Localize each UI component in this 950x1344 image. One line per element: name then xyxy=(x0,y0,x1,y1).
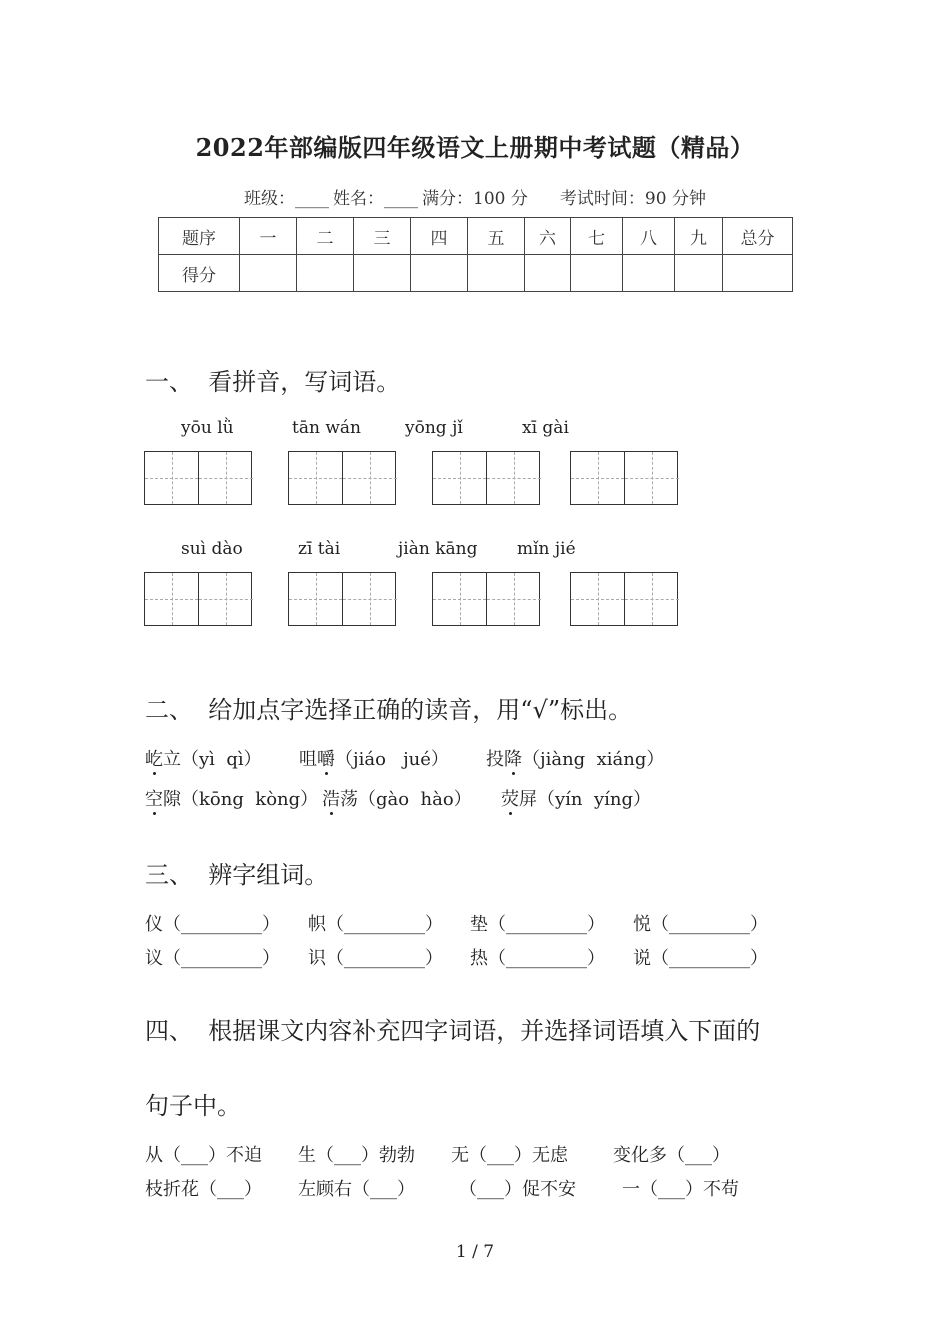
writing-grid[interactable] xyxy=(432,451,540,505)
section-4-heading-cont: 句子中。 xyxy=(145,1092,241,1120)
writing-grid[interactable] xyxy=(432,572,540,626)
table-cell: 六 xyxy=(525,218,571,255)
reading-item[interactable] xyxy=(145,745,262,771)
table-cell: 八 xyxy=(623,218,675,255)
exam-time: 考试时间：90 分钟 xyxy=(559,189,706,209)
pinyin-label: tān wán xyxy=(292,418,361,438)
table-cell: 总分 xyxy=(723,218,793,255)
reading-options: （jiàng xiáng） xyxy=(522,749,665,770)
reading-item[interactable] xyxy=(501,785,651,811)
word-blank[interactable]: 帜（_________） xyxy=(308,914,443,935)
exam-info xyxy=(0,184,950,209)
idiom-blank[interactable]: 左顾右（___） xyxy=(298,1179,415,1200)
score-input-cell[interactable] xyxy=(468,255,525,292)
reading-options: 屏（yín yíng） xyxy=(519,789,652,810)
pinyin-label: yōng jǐ xyxy=(405,418,463,438)
idiom-blank[interactable]: 变化多（___） xyxy=(613,1145,730,1166)
idiom-blank[interactable]: （___）促不安 xyxy=(459,1179,576,1200)
score-input-cell[interactable] xyxy=(623,255,675,292)
plain-char: 咀 xyxy=(299,749,317,770)
table-cell: 七 xyxy=(571,218,623,255)
writing-grid[interactable] xyxy=(288,572,396,626)
class-field: 班级：____ xyxy=(244,189,330,209)
reading-options: 荡（gào hào） xyxy=(340,789,472,810)
table-cell: 二 xyxy=(297,218,354,255)
score-table-header-row xyxy=(159,218,793,255)
score-input-cell[interactable] xyxy=(354,255,411,292)
section-2-heading: 二、 给加点字选择正确的读音，用“√”标出。 xyxy=(145,696,633,724)
writing-grid[interactable] xyxy=(570,572,678,626)
pinyin-label: yōu lǜ xyxy=(181,418,234,438)
table-cell: 九 xyxy=(675,218,723,255)
page-title: 2022年部编版四年级语文上册期中考试题（精品） xyxy=(195,133,755,162)
idiom-blank[interactable]: 从（___）不迫 xyxy=(145,1145,262,1166)
word-blank[interactable]: 识（_________） xyxy=(308,948,443,969)
table-cell: 五 xyxy=(468,218,525,255)
dotted-char: 空 xyxy=(145,789,163,810)
table-cell: 题序 xyxy=(159,218,240,255)
score-input-cell[interactable] xyxy=(571,255,623,292)
reading-item[interactable] xyxy=(145,785,318,811)
dotted-char: 嚼 xyxy=(317,749,335,770)
writing-grid[interactable] xyxy=(288,451,396,505)
idiom-blank[interactable]: 生（___）勃勃 xyxy=(298,1145,415,1166)
word-blank[interactable]: 议（_________） xyxy=(145,948,280,969)
word-blank[interactable]: 仪（_________） xyxy=(145,914,280,935)
reading-item[interactable] xyxy=(322,785,472,811)
section-3-heading: 三、 辨字组词。 xyxy=(145,861,329,889)
score-table-score-row xyxy=(159,255,793,292)
reading-item[interactable] xyxy=(299,745,449,771)
dotted-char: 降 xyxy=(504,749,522,770)
reading-options: 隙（kōng kòng） xyxy=(163,789,319,810)
pinyin-label: suì dào xyxy=(181,539,243,559)
pinyin-label: zī tài xyxy=(298,539,341,559)
writing-grid[interactable] xyxy=(570,451,678,505)
full-score: 满分：100 分 xyxy=(422,189,528,209)
score-input-cell[interactable] xyxy=(297,255,354,292)
section-4-heading: 四、 根据课文内容补充四字词语，并选择词语填入下面的 xyxy=(145,1017,761,1045)
dotted-char: 浩 xyxy=(322,789,340,810)
idiom-blank[interactable]: 一（___）不苟 xyxy=(622,1179,739,1200)
score-input-cell[interactable] xyxy=(240,255,297,292)
word-blank[interactable]: 悦（_________） xyxy=(633,914,768,935)
dotted-char: 荧 xyxy=(501,789,519,810)
pinyin-label: mǐn jié xyxy=(517,539,576,559)
page-number: 1 / 7 xyxy=(455,1242,495,1262)
writing-grid[interactable] xyxy=(144,451,252,505)
name-field: 姓名：____ xyxy=(333,189,419,209)
score-table xyxy=(158,217,793,292)
reading-options: （jiáo jué） xyxy=(335,749,449,770)
table-cell: 四 xyxy=(411,218,468,255)
idiom-blank[interactable]: 枝折花（___） xyxy=(145,1179,262,1200)
table-cell: 三 xyxy=(354,218,411,255)
word-blank[interactable]: 热（_________） xyxy=(470,948,605,969)
score-input-cell[interactable] xyxy=(723,255,793,292)
pinyin-label: jiàn kāng xyxy=(398,539,478,559)
pinyin-label: xī gài xyxy=(522,418,569,438)
dotted-char: 屹 xyxy=(145,749,163,770)
table-cell: 一 xyxy=(240,218,297,255)
idiom-blank[interactable]: 无（___）无虑 xyxy=(451,1145,568,1166)
plain-char: 投 xyxy=(486,749,504,770)
score-input-cell[interactable] xyxy=(675,255,723,292)
word-blank[interactable]: 垫（_________） xyxy=(470,914,605,935)
score-input-cell[interactable] xyxy=(411,255,468,292)
score-input-cell[interactable] xyxy=(525,255,571,292)
reading-item[interactable] xyxy=(486,745,664,771)
reading-options: 立（yì qì） xyxy=(163,749,262,770)
table-cell: 得分 xyxy=(159,255,240,292)
writing-grid[interactable] xyxy=(144,572,252,626)
word-blank[interactable]: 说（_________） xyxy=(633,948,768,969)
section-1-heading: 一、 看拼音，写词语。 xyxy=(145,368,401,396)
